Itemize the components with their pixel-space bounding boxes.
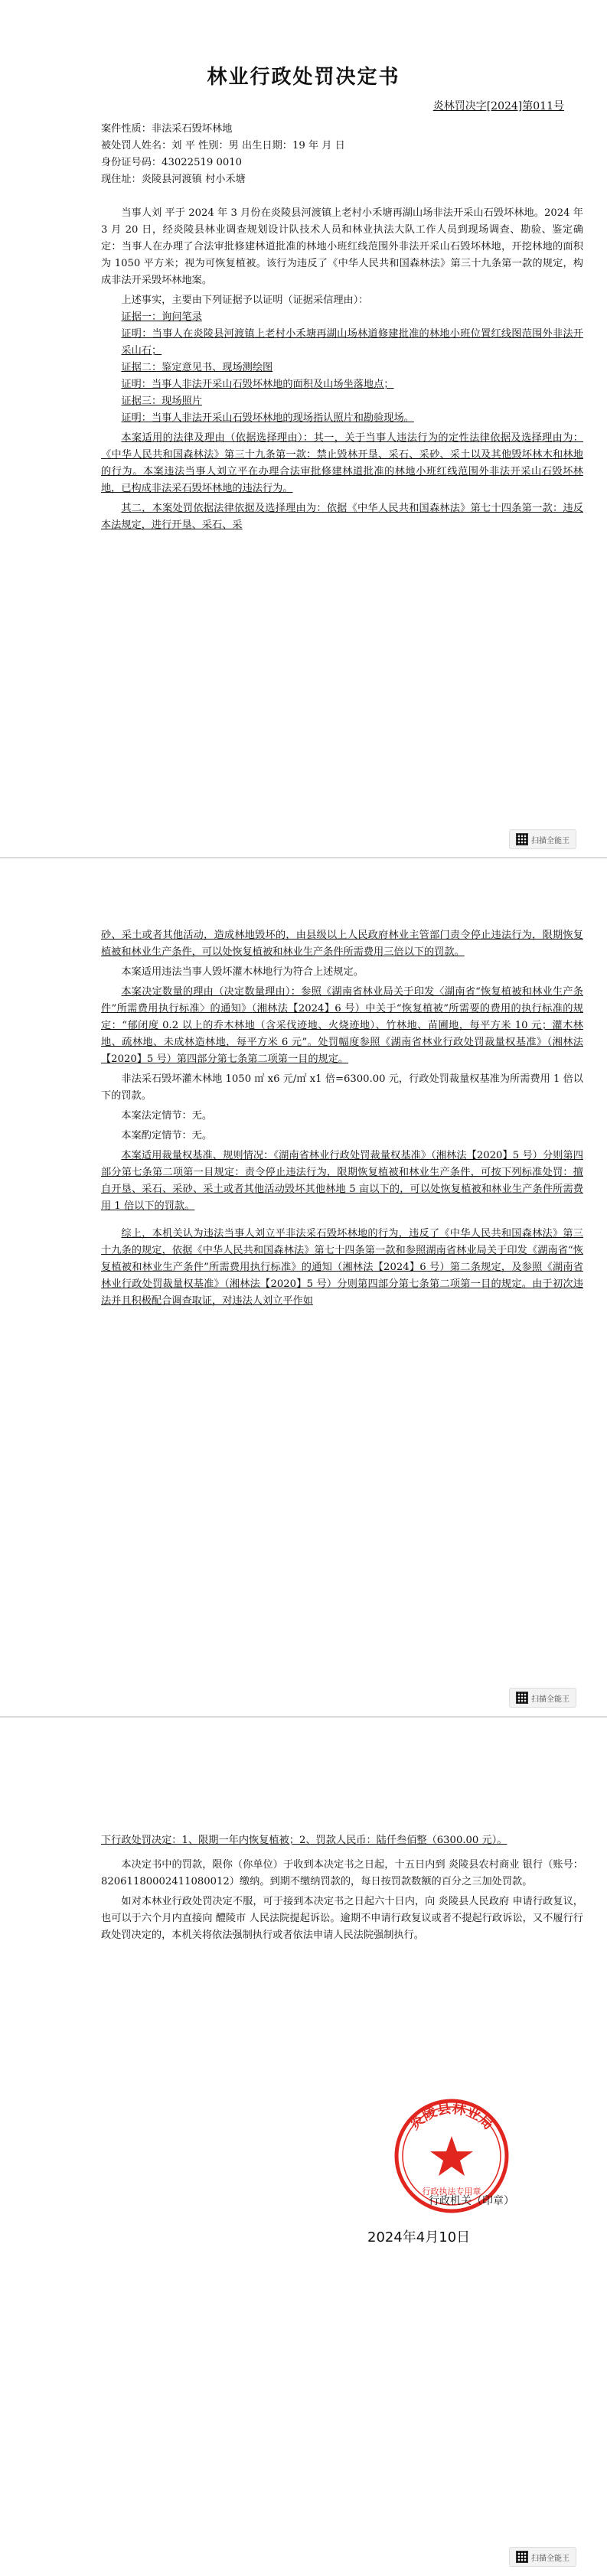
facts-paragraph: 当事人刘 平于 2024 年 3 月份在炎陵县河渡镇上老村小禾塘再湖山场非法开采山石毁坏林地。2024 年 3 月 20 日，经炎陵县林业调查规划设计队技术人员和林业执法大队工作人员到现场调查、勘验、鉴定确定：当事人在办理了合法审批修建林道批准的林地小班红线范围外非法开采山石毁坏林地，开挖林地的面积为 1050 平方米；视为可恢复植被。该行为违反了《中华人民共和国森林法》第三十九条第一款的规定，构成非法开采毁坏林地案。 bbox=[101, 207, 583, 286]
evidence-3-proof: 证明：当事人非法开采山石毁坏林地的现场指认照片和勘验现场。 bbox=[121, 412, 414, 424]
signature-date: 2024年4月10日 bbox=[367, 2229, 471, 2245]
applicability-paragraph: 本案适用违法当事人毁坏灌木林地行为符合上述规定。 bbox=[121, 966, 364, 978]
party-name-line: 被处罚人姓名：刘 平 性别：男 出生日期：19 年 月 日 bbox=[101, 140, 345, 151]
discretion-standard-paragraph: 本案适用裁量权基准、规则情况：《湖南省林业行政处罚裁量权基准》（湘林法【2020】5 号）分则第四部分第七条第二项第一目规定：责令停止违法行为，限期恢复植被和林业生产条件，可按下列标准处罚：擅自开垦、采石、采砂、采土或者其他活动毁坏其他林地 5 亩以下的，可以处恢复植被和林业生产条件所需费用 1 倍以下的罚款。 bbox=[101, 1150, 583, 1212]
calculation-paragraph: 非法采石毁坏灌木林地 1050 ㎡ x6 元/㎡ x1 倍=6300.00 元，行政处罚裁量权基准为所需费用 1 倍以下的罚款。 bbox=[101, 1073, 583, 1102]
statutory-circumstances: 本案法定情节：无。 bbox=[121, 1110, 213, 1122]
penalty-basis-continued: 砂、采土或者其他活动，造成林地毁坏的，由县级以上人民政府林业主管部门责令停止违法行为，限期恢复植被和林业生产条件，可以处恢复植被和林业生产条件所需费用三倍以下的罚款。 bbox=[101, 930, 583, 958]
document-number: 炎林罚决字[2024]第011号 bbox=[432, 100, 564, 112]
qr-icon bbox=[516, 833, 528, 845]
page-1 bbox=[0, 0, 607, 857]
discretionary-circumstances: 本案酌定情节：无。 bbox=[121, 1130, 213, 1141]
appeal-paragraph: 如对本林业行政处罚决定不服，可于接到本决定书之日起六十日内，向 炎陵县人民政府 申请行政复议，也可以于六个月内直接向 醴陵市 人民法院提起诉讼。逾期不申请行政复议或者不提起行政诉讼，又不履行行政处罚决定的，本机关将依法强制执行或者依法申请人民法院强制执行。 bbox=[101, 1896, 583, 1941]
page-3-content bbox=[101, 1832, 583, 1944]
scanner-watermark: 扫描全能王 bbox=[509, 829, 576, 849]
official-seal bbox=[344, 2089, 543, 2242]
page-2 bbox=[0, 858, 607, 1715]
seal-subtext: 行政执法专用章 bbox=[422, 2187, 481, 2197]
evidence-3: 证据三：现场照片 bbox=[121, 396, 202, 407]
qr-icon bbox=[516, 2551, 528, 2563]
qr-icon bbox=[516, 1692, 528, 1704]
id-number-line: 身份证号码：43022519 0010 bbox=[101, 157, 242, 168]
amount-reason-paragraph: 本案决定数量的理由（决定数量理由）：参照《湖南省林业局关于印发〈湖南省“恢复植被和林业生产条件”所需费用执行标准〉的通知》（湘林法【2024】6 号）中关于“恢复植被”所需要的费用的执行标准的规定：“郁闭度 0.2 以上的乔木林地（含采伐迹地、火烧迹地）、竹林地、苗圃地，每平方米 10 元；灌木林地、疏林地、未成林造林地，每平方米 6 元”。处罚幅度参照《湖南省林业行政处罚裁量权基准》（湘林法【2020】5 号）第四部分第七条第二项第一目的规定。 bbox=[101, 986, 583, 1065]
page-2-content bbox=[101, 927, 583, 1310]
authority-label: 行政机关（印章） bbox=[429, 2195, 514, 2207]
svg-text:炎陵县林业局 bbox=[406, 2100, 497, 2133]
seal-icon bbox=[344, 2089, 543, 2242]
penalty-basis-paragraph: 其二，本案处罚依据法律依据及选择理由为：依据《中华人民共和国森林法》第七十四条第一款：违反本法规定，进行开垦、采石、采 bbox=[101, 503, 583, 531]
evidence-2: 证据二：鉴定意见书、现场测绘图 bbox=[121, 362, 273, 373]
evidence-intro: 上述事实，主要由下列证据予以证明（证据采信理由）： bbox=[121, 295, 369, 306]
conclusion-paragraph: 综上，本机关认为违法当事人刘立平非法采石毁坏林地的行为，违反了《中华人民共和国森林法》第三十九条的规定，依据《中华人民共和国森林法》第七十四条第一款和参照湖南省林业局关于印发《湖南省“恢复植被和林业生产条件”所需费用执行标准》的通知（湘林法【2024】6 号）第二条规定，及参照《湖南省林业行政处罚裁量权基准》（湘林法【2020】5 号）分则第四部分第七条第二项第一目的规定。由于初次违法并且积极配合调查取证，对违法人刘立平作如 bbox=[101, 1228, 583, 1307]
law-basis-paragraph: 本案适用的法律及理由（依据选择理由）：其一，关于当事人违法行为的定性法律依据及选择理由为：《中华人民共和国森林法》第三十九条第一款：禁止毁林开垦、采石、采砂、采土以及其他毁坏林木和林地的行为。本案违法当事人刘立平在办理合法审批修建林道批准的林地小班红线范围外非法开采山石毁坏林地，已构成非法采石毁坏林地的违法行为。 bbox=[101, 432, 583, 494]
seal-text: 炎陵县林业局 bbox=[406, 2100, 497, 2133]
payment-paragraph: 本决定书中的罚款，限你（你单位）于收到本决定书之日起，十五日内到 炎陵县农村商业 银行（账号：82061180002411080012）缴纳。到期不缴纳罚款的，每日按罚款数额的百分之三加处罚款。 bbox=[101, 1859, 583, 1887]
document-title: 林业行政处罚决定书 bbox=[207, 66, 400, 89]
evidence-2-proof: 证明：当事人非法开采山石毁坏林地的面积及山场坐落地点； bbox=[121, 379, 394, 390]
page-1-content bbox=[101, 121, 583, 534]
case-nature: 案件性质：非法采石毁坏林地 bbox=[101, 123, 233, 135]
evidence-1: 证据一：询问笔录 bbox=[121, 311, 202, 323]
decision-paragraph: 下行政处罚决定：1、限期一年内恢复植被；2、罚款人民币：陆仟叁佰整（6300.00 元）。 bbox=[101, 1835, 507, 1846]
address-line: 现住址：炎陵县河渡镇 村小禾塘 bbox=[101, 174, 246, 185]
scanner-watermark: 扫描全能王 bbox=[509, 1688, 576, 1708]
evidence-1-proof: 证明：当事人在炎陵县河渡镇上老村小禾塘再湖山场林道修建批准的林地小班位置红线图范围外非法开采山石； bbox=[121, 328, 583, 357]
scanner-watermark: 扫描全能王 bbox=[509, 2547, 576, 2567]
